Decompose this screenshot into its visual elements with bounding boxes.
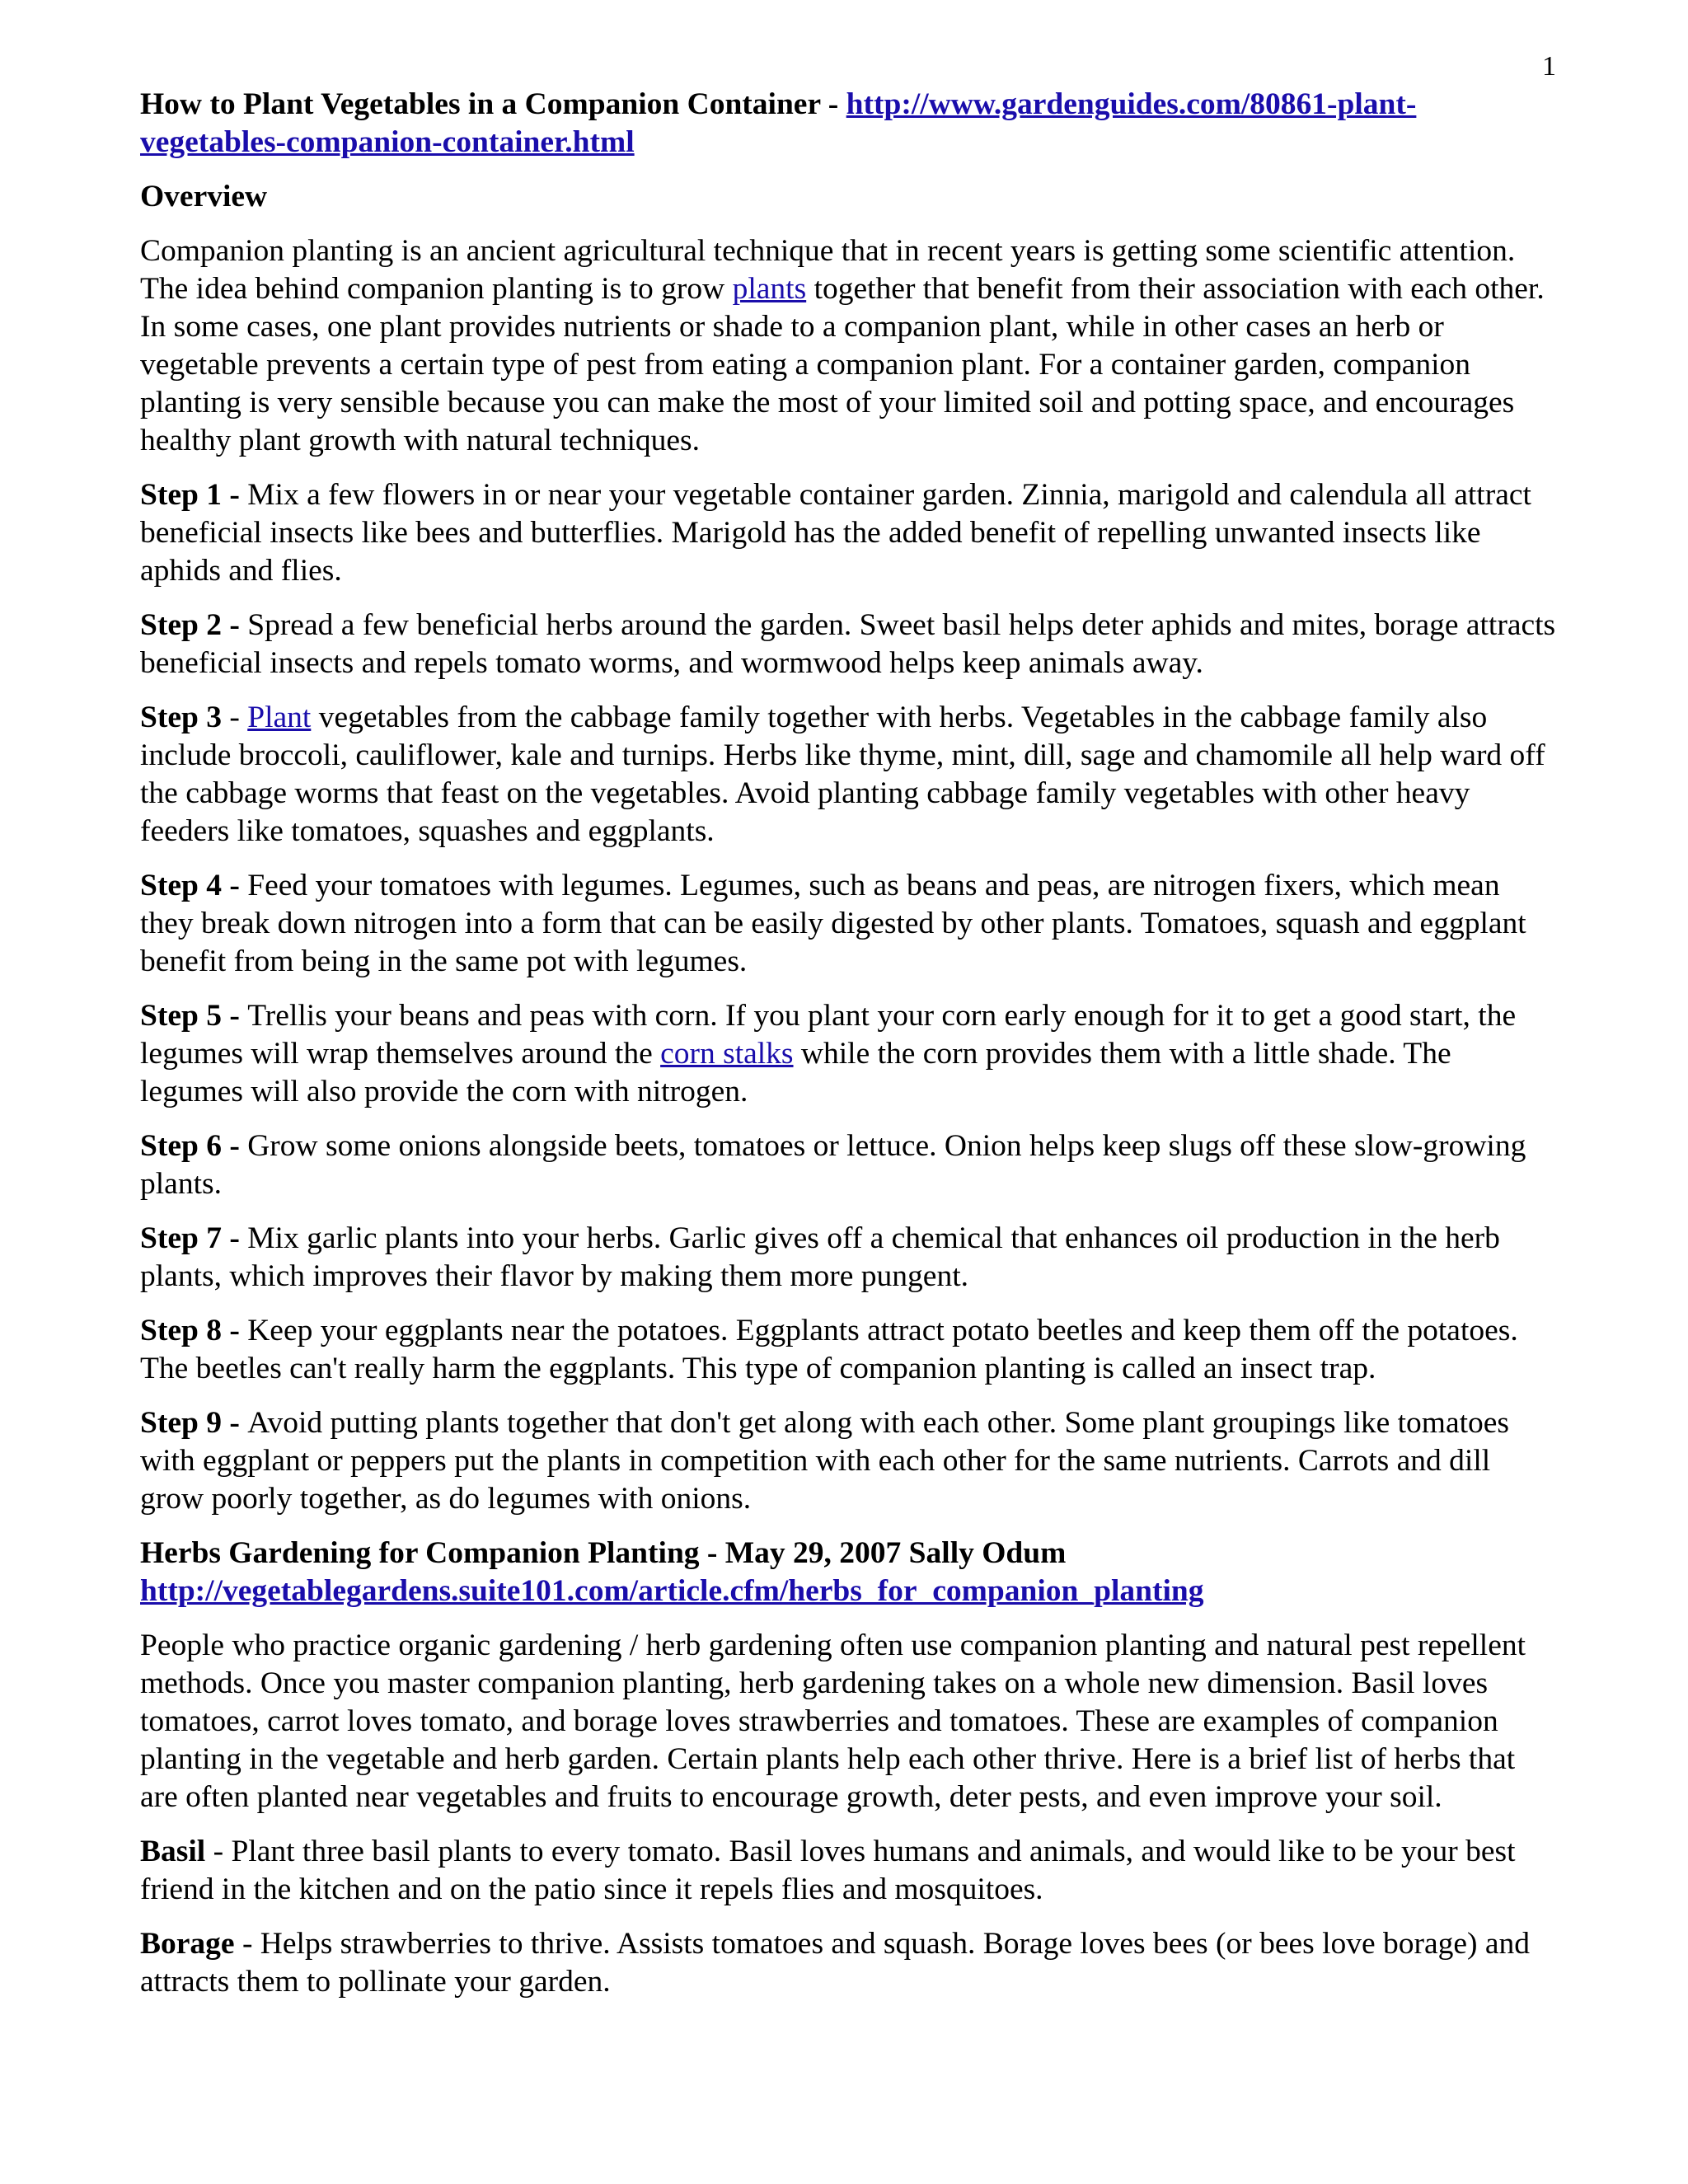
title-separator: -	[820, 87, 846, 121]
plant-link[interactable]: Plant	[247, 701, 312, 734]
step-label: Step 1 -	[140, 478, 248, 512]
overview-text-after: together that benefit from their association with each other. In some cases, one plant provides nutrients or shade to a companion plant, while in other cases an herb or vegetable prevents a certain type of pest from eating a companion plant. For a container garden, companion planting is very sensible because you can make the most of your limited soil and potting space, and encourages healthy plant growth with natural techniques.	[140, 272, 1545, 457]
step-label: Step 4 -	[140, 869, 248, 902]
step-text: Avoid putting plants together that don't get along with each other. Some plant groupings like tomatoes with eggplant or peppers put the plants in competition with each other for the same nutrients. Carrots and dill grow poorly together, as do legumes with onions.	[140, 1406, 1510, 1516]
step-text: Feed your tomatoes with legumes. Legumes, such as beans and peas, are nitrogen fixers, which mean they break down nitrogen into a form that can be easily digested by other plants. Tomatoes, squash and eggplant benefit from being in the same pot with legumes.	[140, 869, 1526, 978]
step-2	[140, 607, 1558, 682]
step-3	[140, 699, 1558, 851]
step-text: vegetables from the cabbage family together with herbs. Vegetables in the cabbage family also include broccoli, cauliflower, kale and turnips. Herbs like thyme, mint, dill, sage and chamomile all help ward off the cabbage worms that feast on the vegetables. Avoid planting cabbage family vegetables with other heavy feeders like tomatoes, squashes and eggplants.	[140, 701, 1545, 848]
article1-title-line	[140, 87, 1416, 159]
step-label: Step 6 -	[140, 1129, 248, 1163]
step-text: Mix garlic plants into your herbs. Garlic gives off a chemical that enhances oil production in the herb plants, which improves their flavor by making them more pungent.	[140, 1221, 1500, 1293]
step-text: Spread a few beneficial herbs around the garden. Sweet basil helps deter aphids and mites, borage attracts beneficial insects and repels tomato worms, and wormwood helps keep animals away.	[140, 608, 1556, 680]
step-9	[140, 1404, 1558, 1518]
step-text: Keep your eggplants near the potatoes. Eggplants attract potato beetles and keep them off the potatoes. The beetles can't really harm the eggplants. This type of companion planting is called an insect trap.	[140, 1314, 1518, 1385]
corn-stalks-link[interactable]: corn stalks	[660, 1037, 794, 1071]
step-dash: -	[229, 701, 248, 734]
herb-borage	[140, 1925, 1558, 2001]
overview-heading: Overview	[140, 180, 268, 213]
article2-title: Herbs Gardening for Companion Planting - May 29, 2007 Sally Odum	[140, 1536, 1067, 1570]
step-text: Mix a few flowers in or near your vegetable container garden. Zinnia, marigold and calendula all attract beneficial insects like bees and butterflies. Marigold has the added benefit of repelling unwanted insects like aphids and flies.	[140, 478, 1531, 588]
step-text-after: while the corn provides them with a little shade. The legumes will also provide the corn with nitrogen.	[140, 1037, 1451, 1108]
step-7	[140, 1220, 1558, 1296]
article1-url-link[interactable]: http://www.gardenguides.com/80861-plant-vegetables-companion-container.html	[140, 87, 1417, 159]
step-text: Grow some onions alongside beets, tomatoes or lettuce. Onion helps keep slugs off these slow-growing plants.	[140, 1129, 1526, 1201]
article2-heading	[140, 1535, 1558, 1610]
herb-text: - Plant three basil plants to every tomato. Basil loves humans and animals, and would like to be your best friend in the kitchen and on the patio since it repels flies and mosquitoes.	[140, 1835, 1516, 1906]
page-number: 1	[1542, 51, 1556, 82]
overview-paragraph	[140, 232, 1558, 460]
step-6	[140, 1127, 1558, 1203]
step-label: Step 7 -	[140, 1221, 248, 1255]
herb-text: - Helps strawberries to thrive. Assists tomatoes and squash. Borage loves bees (or bees love borage) and attracts them to pollinate your garden.	[140, 1927, 1531, 1999]
step-label: Step 5 -	[140, 999, 248, 1033]
step-label: Step 9 -	[140, 1406, 248, 1440]
step-label: Step 8 -	[140, 1314, 248, 1347]
herb-name: Borage	[140, 1927, 235, 1961]
document-body	[140, 86, 1558, 2018]
article1-title: How to Plant Vegetables in a Companion Container	[140, 87, 821, 121]
step-text-before: Trellis your beans and peas with corn. If you plant your corn early enough for it to get a good start, the legumes will wrap themselves around the	[140, 999, 1517, 1071]
article2-intro: People who practice organic gardening / herb gardening often use companion planting and natural pest repellent methods. Once you master companion planting, herb gardening takes on a whole new dimension. Basil loves tomatoes, carrot loves tomato, and borage loves strawberries and tomatoes. These are examples of companion planting in the vegetable and herb garden. Certain plants help each other thrive. Here is a brief list of herbs that are often planted near vegetables and fruits to encourage growth, deter pests, and even improve your soil.	[140, 1629, 1526, 1814]
article2-url-link[interactable]: http://vegetablegardens.suite101.com/article.cfm/herbs_for_companion_planting	[140, 1574, 1204, 1608]
herb-name: Basil	[140, 1835, 206, 1868]
plants-link[interactable]: plants	[732, 272, 807, 306]
step-label: Step 2 -	[140, 608, 248, 642]
overview-text-before: Companion planting is an ancient agricultural technique that in recent years is getting some scientific attention. The idea behind companion planting is to grow	[140, 234, 1516, 306]
article1-heading	[140, 86, 1558, 162]
step-5	[140, 997, 1558, 1111]
step-1	[140, 476, 1558, 590]
step-8	[140, 1312, 1558, 1388]
step-4	[140, 867, 1558, 981]
step-label: Step 3	[140, 701, 230, 734]
herb-basil	[140, 1833, 1558, 1909]
